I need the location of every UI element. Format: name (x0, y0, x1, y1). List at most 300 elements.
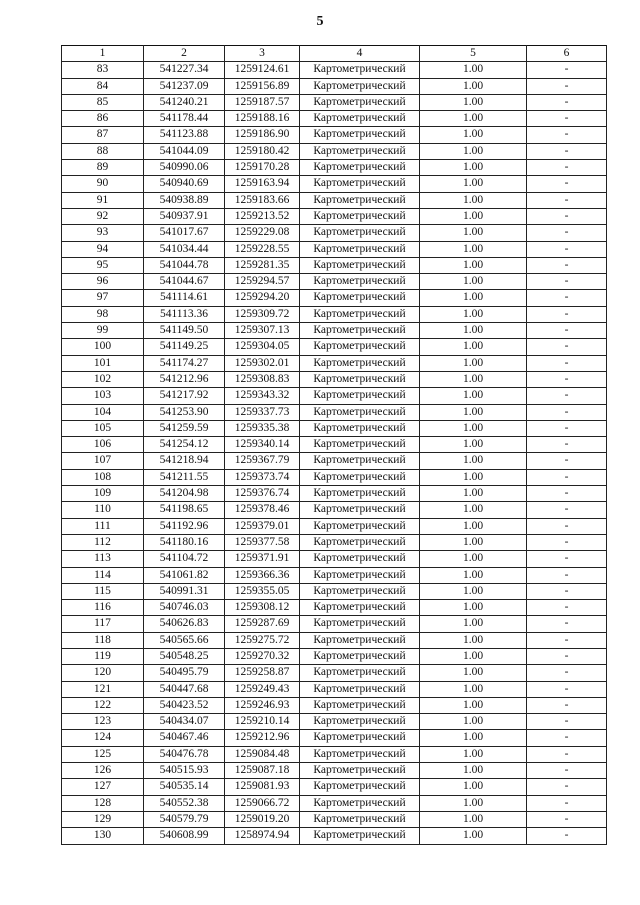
y-coordinate-cell: 1259066.72 (225, 795, 300, 811)
point-number-cell: 92 (62, 208, 144, 224)
accuracy-cell: 1.00 (420, 143, 527, 159)
note-cell: - (527, 551, 607, 567)
x-coordinate-cell: 540535.14 (144, 779, 225, 795)
x-coordinate-cell: 541198.65 (144, 502, 225, 518)
x-coordinate-cell: 541123.88 (144, 127, 225, 143)
note-cell: - (527, 274, 607, 290)
y-coordinate-cell: 1259186.90 (225, 127, 300, 143)
point-number-cell: 93 (62, 225, 144, 241)
y-coordinate-cell: 1259340.14 (225, 437, 300, 453)
y-coordinate-cell: 1259258.87 (225, 665, 300, 681)
column-header: 4 (300, 46, 420, 62)
point-number-cell: 128 (62, 795, 144, 811)
x-coordinate-cell: 540434.07 (144, 714, 225, 730)
x-coordinate-cell: 540579.79 (144, 811, 225, 827)
point-number-cell: 84 (62, 78, 144, 94)
method-cell: Картометрический (300, 502, 420, 518)
table-row (62, 323, 607, 339)
table-row (62, 534, 607, 550)
point-number-cell: 117 (62, 616, 144, 632)
method-cell: Картометрический (300, 534, 420, 550)
point-number-cell: 130 (62, 828, 144, 844)
method-cell: Картометрический (300, 600, 420, 616)
point-number-cell: 83 (62, 62, 144, 78)
point-number-cell: 91 (62, 192, 144, 208)
table-row (62, 616, 607, 632)
table-row (62, 746, 607, 762)
accuracy-cell: 1.00 (420, 616, 527, 632)
accuracy-cell: 1.00 (420, 323, 527, 339)
accuracy-cell: 1.00 (420, 583, 527, 599)
point-number-cell: 110 (62, 502, 144, 518)
table-row (62, 502, 607, 518)
accuracy-cell: 1.00 (420, 714, 527, 730)
table-row (62, 143, 607, 159)
table-header-row (62, 46, 607, 62)
y-coordinate-cell: 1259212.96 (225, 730, 300, 746)
table-row (62, 600, 607, 616)
point-number-cell: 96 (62, 274, 144, 290)
y-coordinate-cell: 1259275.72 (225, 632, 300, 648)
accuracy-cell: 1.00 (420, 306, 527, 322)
note-cell: - (527, 355, 607, 371)
table-row (62, 127, 607, 143)
note-cell: - (527, 62, 607, 78)
y-coordinate-cell: 1259087.18 (225, 763, 300, 779)
x-coordinate-cell: 540565.66 (144, 632, 225, 648)
y-coordinate-cell: 1259287.69 (225, 616, 300, 632)
column-header: 5 (420, 46, 527, 62)
accuracy-cell: 1.00 (420, 404, 527, 420)
table-row (62, 355, 607, 371)
y-coordinate-cell: 1259188.16 (225, 111, 300, 127)
y-coordinate-cell: 1259304.05 (225, 339, 300, 355)
y-coordinate-cell: 1259335.38 (225, 420, 300, 436)
table-row (62, 648, 607, 664)
point-number-cell: 119 (62, 648, 144, 664)
point-number-cell: 121 (62, 681, 144, 697)
y-coordinate-cell: 1259124.61 (225, 62, 300, 78)
y-coordinate-cell: 1259378.46 (225, 502, 300, 518)
point-number-cell: 125 (62, 746, 144, 762)
y-coordinate-cell: 1259308.83 (225, 371, 300, 387)
point-number-cell: 123 (62, 714, 144, 730)
y-coordinate-cell: 1259281.35 (225, 257, 300, 273)
accuracy-cell: 1.00 (420, 241, 527, 257)
method-cell: Картометрический (300, 648, 420, 664)
point-number-cell: 94 (62, 241, 144, 257)
table-row (62, 567, 607, 583)
method-cell: Картометрический (300, 257, 420, 273)
table-row (62, 437, 607, 453)
table-row (62, 518, 607, 534)
accuracy-cell: 1.00 (420, 257, 527, 273)
note-cell: - (527, 404, 607, 420)
accuracy-cell: 1.00 (420, 339, 527, 355)
x-coordinate-cell: 541044.09 (144, 143, 225, 159)
table-row (62, 192, 607, 208)
point-number-cell: 127 (62, 779, 144, 795)
note-cell: - (527, 779, 607, 795)
note-cell: - (527, 681, 607, 697)
table-row (62, 795, 607, 811)
method-cell: Картометрический (300, 551, 420, 567)
accuracy-cell: 1.00 (420, 763, 527, 779)
note-cell: - (527, 339, 607, 355)
accuracy-cell: 1.00 (420, 632, 527, 648)
method-cell: Картометрический (300, 714, 420, 730)
accuracy-cell: 1.00 (420, 192, 527, 208)
point-number-cell: 115 (62, 583, 144, 599)
method-cell: Картометрический (300, 746, 420, 762)
x-coordinate-cell: 541211.55 (144, 469, 225, 485)
method-cell: Картометрический (300, 290, 420, 306)
note-cell: - (527, 469, 607, 485)
method-cell: Картометрический (300, 730, 420, 746)
y-coordinate-cell: 1259366.36 (225, 567, 300, 583)
point-number-cell: 95 (62, 257, 144, 273)
y-coordinate-cell: 1259228.55 (225, 241, 300, 257)
table-row (62, 176, 607, 192)
note-cell: - (527, 632, 607, 648)
table-row (62, 551, 607, 567)
accuracy-cell: 1.00 (420, 811, 527, 827)
point-number-cell: 114 (62, 567, 144, 583)
x-coordinate-cell: 540548.25 (144, 648, 225, 664)
y-coordinate-cell: 1259270.32 (225, 648, 300, 664)
note-cell: - (527, 567, 607, 583)
point-number-cell: 122 (62, 697, 144, 713)
x-coordinate-cell: 541149.25 (144, 339, 225, 355)
accuracy-cell: 1.00 (420, 795, 527, 811)
point-number-cell: 97 (62, 290, 144, 306)
y-coordinate-cell: 1259229.08 (225, 225, 300, 241)
method-cell: Картометрический (300, 795, 420, 811)
y-coordinate-cell: 1259187.57 (225, 94, 300, 110)
y-coordinate-cell: 1258974.94 (225, 828, 300, 844)
table-row (62, 208, 607, 224)
accuracy-cell: 1.00 (420, 600, 527, 616)
note-cell: - (527, 306, 607, 322)
method-cell: Картометрический (300, 811, 420, 827)
table-row (62, 111, 607, 127)
note-cell: - (527, 665, 607, 681)
method-cell: Картометрический (300, 78, 420, 94)
y-coordinate-cell: 1259373.74 (225, 469, 300, 485)
y-coordinate-cell: 1259371.91 (225, 551, 300, 567)
accuracy-cell: 1.00 (420, 697, 527, 713)
method-cell: Картометрический (300, 94, 420, 110)
note-cell: - (527, 534, 607, 550)
method-cell: Картометрический (300, 583, 420, 599)
x-coordinate-cell: 540991.31 (144, 583, 225, 599)
accuracy-cell: 1.00 (420, 78, 527, 94)
method-cell: Картометрический (300, 355, 420, 371)
point-number-cell: 105 (62, 420, 144, 436)
method-cell: Картометрический (300, 323, 420, 339)
y-coordinate-cell: 1259246.93 (225, 697, 300, 713)
table-row (62, 241, 607, 257)
point-number-cell: 113 (62, 551, 144, 567)
point-number-cell: 112 (62, 534, 144, 550)
point-number-cell: 90 (62, 176, 144, 192)
x-coordinate-cell: 541218.94 (144, 453, 225, 469)
note-cell: - (527, 111, 607, 127)
accuracy-cell: 1.00 (420, 388, 527, 404)
table-row (62, 453, 607, 469)
accuracy-cell: 1.00 (420, 746, 527, 762)
point-number-cell: 109 (62, 486, 144, 502)
accuracy-cell: 1.00 (420, 355, 527, 371)
method-cell: Картометрический (300, 779, 420, 795)
accuracy-cell: 1.00 (420, 567, 527, 583)
x-coordinate-cell: 540447.68 (144, 681, 225, 697)
note-cell: - (527, 290, 607, 306)
method-cell: Картометрический (300, 192, 420, 208)
accuracy-cell: 1.00 (420, 648, 527, 664)
point-number-cell: 98 (62, 306, 144, 322)
accuracy-cell: 1.00 (420, 551, 527, 567)
table-row (62, 274, 607, 290)
note-cell: - (527, 225, 607, 241)
method-cell: Картометрический (300, 241, 420, 257)
method-cell: Картометрический (300, 339, 420, 355)
y-coordinate-cell: 1259343.32 (225, 388, 300, 404)
note-cell: - (527, 697, 607, 713)
x-coordinate-cell: 541034.44 (144, 241, 225, 257)
x-coordinate-cell: 541253.90 (144, 404, 225, 420)
accuracy-cell: 1.00 (420, 828, 527, 844)
accuracy-cell: 1.00 (420, 486, 527, 502)
table-row (62, 730, 607, 746)
column-header: 3 (225, 46, 300, 62)
note-cell: - (527, 127, 607, 143)
table-row (62, 371, 607, 387)
y-coordinate-cell: 1259294.20 (225, 290, 300, 306)
x-coordinate-cell: 540938.89 (144, 192, 225, 208)
y-coordinate-cell: 1259084.48 (225, 746, 300, 762)
accuracy-cell: 1.00 (420, 420, 527, 436)
note-cell: - (527, 828, 607, 844)
method-cell: Картометрический (300, 518, 420, 534)
note-cell: - (527, 453, 607, 469)
method-cell: Картометрический (300, 616, 420, 632)
table-row (62, 469, 607, 485)
point-number-cell: 100 (62, 339, 144, 355)
note-cell: - (527, 583, 607, 599)
note-cell: - (527, 502, 607, 518)
point-number-cell: 103 (62, 388, 144, 404)
x-coordinate-cell: 540937.91 (144, 208, 225, 224)
y-coordinate-cell: 1259156.89 (225, 78, 300, 94)
method-cell: Картометрический (300, 62, 420, 78)
method-cell: Картометрический (300, 143, 420, 159)
table-row (62, 78, 607, 94)
note-cell: - (527, 323, 607, 339)
accuracy-cell: 1.00 (420, 518, 527, 534)
page-number: 5 (316, 14, 324, 29)
table-body (62, 62, 607, 844)
x-coordinate-cell: 540495.79 (144, 665, 225, 681)
note-cell: - (527, 420, 607, 436)
point-number-cell: 116 (62, 600, 144, 616)
accuracy-cell: 1.00 (420, 730, 527, 746)
note-cell: - (527, 811, 607, 827)
table-row (62, 779, 607, 795)
x-coordinate-cell: 541174.27 (144, 355, 225, 371)
y-coordinate-cell: 1259308.12 (225, 600, 300, 616)
accuracy-cell: 1.00 (420, 665, 527, 681)
accuracy-cell: 1.00 (420, 208, 527, 224)
method-cell: Картометрический (300, 127, 420, 143)
note-cell: - (527, 192, 607, 208)
table-row (62, 665, 607, 681)
point-number-cell: 111 (62, 518, 144, 534)
note-cell: - (527, 648, 607, 664)
x-coordinate-cell: 541061.82 (144, 567, 225, 583)
method-cell: Картометрический (300, 306, 420, 322)
method-cell: Картометрический (300, 469, 420, 485)
note-cell: - (527, 600, 607, 616)
table-row (62, 681, 607, 697)
table-row (62, 828, 607, 844)
table-row (62, 306, 607, 322)
x-coordinate-cell: 541227.34 (144, 62, 225, 78)
y-coordinate-cell: 1259376.74 (225, 486, 300, 502)
note-cell: - (527, 388, 607, 404)
x-coordinate-cell: 541217.92 (144, 388, 225, 404)
accuracy-cell: 1.00 (420, 469, 527, 485)
x-coordinate-cell: 540423.52 (144, 697, 225, 713)
accuracy-cell: 1.00 (420, 502, 527, 518)
method-cell: Картометрический (300, 828, 420, 844)
accuracy-cell: 1.00 (420, 681, 527, 697)
table-row (62, 632, 607, 648)
table-row (62, 225, 607, 241)
method-cell: Картометрический (300, 160, 420, 176)
point-number-cell: 118 (62, 632, 144, 648)
x-coordinate-cell: 540990.06 (144, 160, 225, 176)
x-coordinate-cell: 540608.99 (144, 828, 225, 844)
note-cell: - (527, 763, 607, 779)
x-coordinate-cell: 541240.21 (144, 94, 225, 110)
method-cell: Картометрический (300, 632, 420, 648)
point-number-cell: 88 (62, 143, 144, 159)
column-header: 1 (62, 46, 144, 62)
note-cell: - (527, 616, 607, 632)
x-coordinate-cell: 541149.50 (144, 323, 225, 339)
x-coordinate-cell: 540940.69 (144, 176, 225, 192)
point-number-cell: 86 (62, 111, 144, 127)
point-number-cell: 89 (62, 160, 144, 176)
method-cell: Картометрический (300, 453, 420, 469)
accuracy-cell: 1.00 (420, 534, 527, 550)
x-coordinate-cell: 541259.59 (144, 420, 225, 436)
point-number-cell: 102 (62, 371, 144, 387)
note-cell: - (527, 143, 607, 159)
table-row (62, 160, 607, 176)
y-coordinate-cell: 1259377.58 (225, 534, 300, 550)
column-header: 2 (144, 46, 225, 62)
point-number-cell: 126 (62, 763, 144, 779)
point-number-cell: 129 (62, 811, 144, 827)
y-coordinate-cell: 1259249.43 (225, 681, 300, 697)
table-row (62, 420, 607, 436)
note-cell: - (527, 208, 607, 224)
point-number-cell: 107 (62, 453, 144, 469)
table-row (62, 763, 607, 779)
y-coordinate-cell: 1259337.73 (225, 404, 300, 420)
accuracy-cell: 1.00 (420, 62, 527, 78)
x-coordinate-cell: 540476.78 (144, 746, 225, 762)
point-number-cell: 106 (62, 437, 144, 453)
table-row (62, 257, 607, 273)
table-row (62, 290, 607, 306)
y-coordinate-cell: 1259309.72 (225, 306, 300, 322)
method-cell: Картометрический (300, 567, 420, 583)
accuracy-cell: 1.00 (420, 127, 527, 143)
y-coordinate-cell: 1259081.93 (225, 779, 300, 795)
coordinates-table (61, 45, 607, 845)
x-coordinate-cell: 541044.67 (144, 274, 225, 290)
method-cell: Картометрический (300, 404, 420, 420)
y-coordinate-cell: 1259294.57 (225, 274, 300, 290)
method-cell: Картометрический (300, 225, 420, 241)
y-coordinate-cell: 1259367.79 (225, 453, 300, 469)
y-coordinate-cell: 1259019.20 (225, 811, 300, 827)
accuracy-cell: 1.00 (420, 779, 527, 795)
table-row (62, 339, 607, 355)
accuracy-cell: 1.00 (420, 371, 527, 387)
accuracy-cell: 1.00 (420, 176, 527, 192)
accuracy-cell: 1.00 (420, 453, 527, 469)
method-cell: Картометрический (300, 388, 420, 404)
method-cell: Картометрический (300, 420, 420, 436)
x-coordinate-cell: 540515.93 (144, 763, 225, 779)
method-cell: Картометрический (300, 665, 420, 681)
table-row (62, 486, 607, 502)
x-coordinate-cell: 541178.44 (144, 111, 225, 127)
method-cell: Картометрический (300, 486, 420, 502)
accuracy-cell: 1.00 (420, 94, 527, 110)
point-number-cell: 101 (62, 355, 144, 371)
method-cell: Картометрический (300, 111, 420, 127)
method-cell: Картометрический (300, 697, 420, 713)
x-coordinate-cell: 541204.98 (144, 486, 225, 502)
accuracy-cell: 1.00 (420, 437, 527, 453)
method-cell: Картометрический (300, 208, 420, 224)
method-cell: Картометрический (300, 437, 420, 453)
x-coordinate-cell: 541180.16 (144, 534, 225, 550)
accuracy-cell: 1.00 (420, 160, 527, 176)
x-coordinate-cell: 541192.96 (144, 518, 225, 534)
table-row (62, 388, 607, 404)
accuracy-cell: 1.00 (420, 290, 527, 306)
y-coordinate-cell: 1259210.14 (225, 714, 300, 730)
method-cell: Картометрический (300, 176, 420, 192)
note-cell: - (527, 371, 607, 387)
y-coordinate-cell: 1259183.66 (225, 192, 300, 208)
point-number-cell: 99 (62, 323, 144, 339)
y-coordinate-cell: 1259180.42 (225, 143, 300, 159)
table-row (62, 62, 607, 78)
y-coordinate-cell: 1259379.01 (225, 518, 300, 534)
note-cell: - (527, 730, 607, 746)
table-row (62, 404, 607, 420)
x-coordinate-cell: 541104.72 (144, 551, 225, 567)
method-cell: Картометрический (300, 681, 420, 697)
note-cell: - (527, 78, 607, 94)
